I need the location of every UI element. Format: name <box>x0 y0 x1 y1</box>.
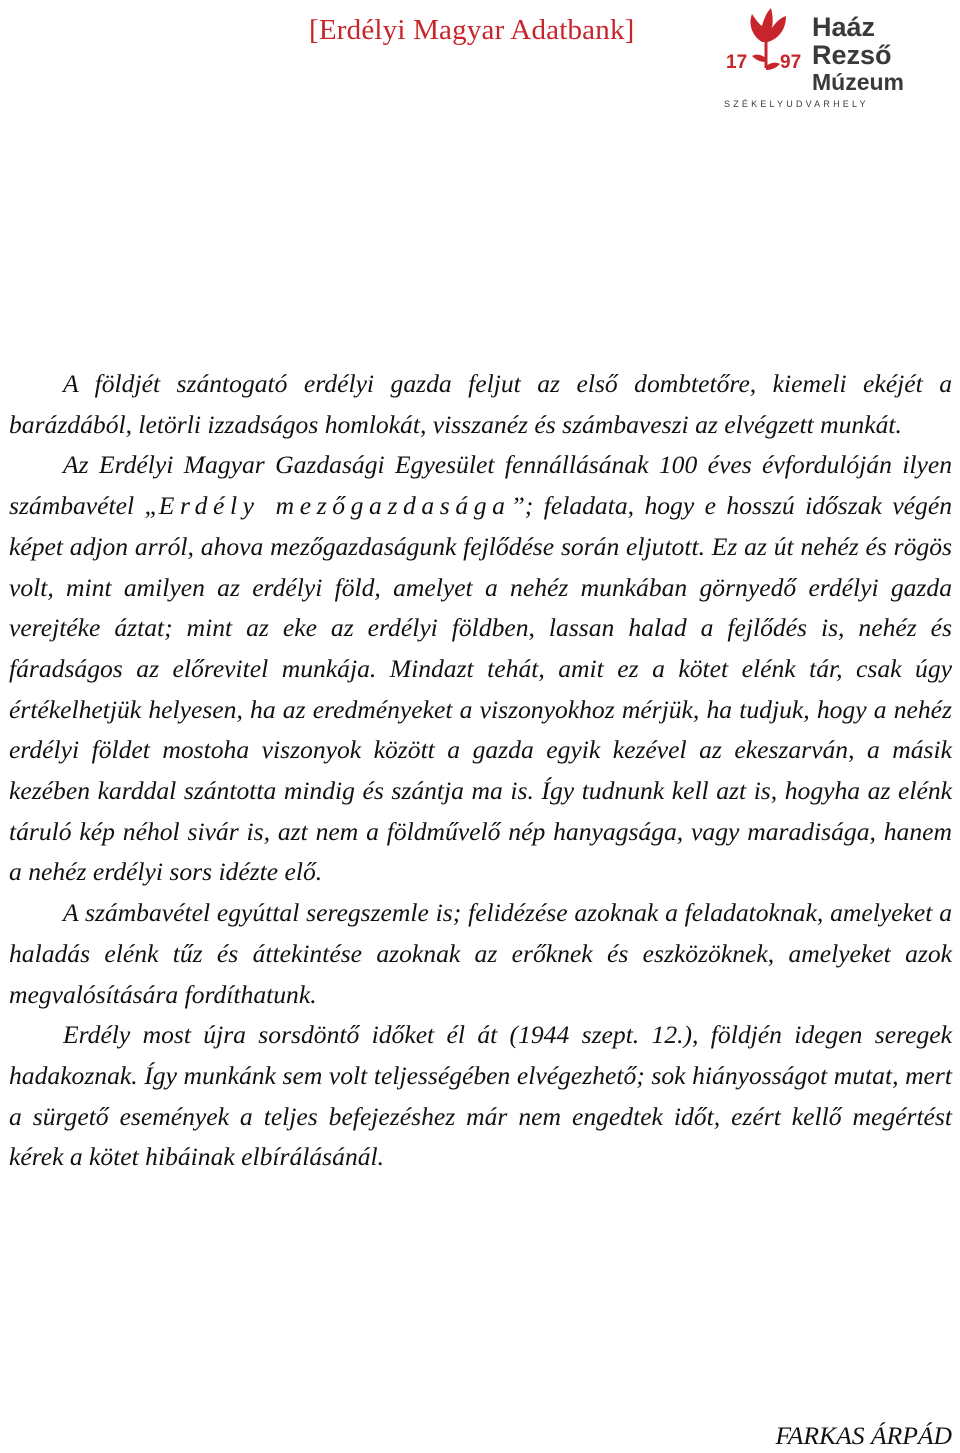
paragraph-1: A földjét szántogató erdélyi gazda feljut az első dombtetőre, kiemeli ekéjét a barázdából, letörli izzadságos homlokát, visszanéz és számbaveszi az elvégzett munkát. <box>9 369 952 439</box>
logo-name-line3: Múzeum <box>812 69 904 95</box>
logo-year-right: 97 <box>780 52 802 73</box>
article-body <box>9 364 952 1178</box>
paragraph-4: Erdély most újra sorsdöntő időket él át (1944 szept. 12.), földjén idegen seregek hadakoznak. Így munkánk sem volt teljességében elvégezhető; sok hiányosságot mutat, mert a sürgető események a teljes befejezéshez már nem engedtek időt, ezért kellő megértést kérek a kötet hibáinak elbírálásánál. <box>9 1020 952 1172</box>
paragraph-3: A számbavétel egyúttal seregszemle is; felidézése azoknak a feladatoknak, amelyeket a haladás elénk tűz és áttekintése azoknak az erőknek és eszközöknek, amelyeket azok megvalósítására fordíthatunk. <box>9 898 952 1009</box>
paragraph-2-start: Az Erdélyi Magyar Gazdasági Egyesület fennállásának 100 éves évfordulóján ilyen számbavétel „ <box>9 450 952 521</box>
logo-name-line2: Rezső <box>812 40 892 70</box>
logo-year-left: 17 <box>726 52 748 73</box>
header-source-link[interactable]: [Erdélyi Magyar Adatbank] <box>309 14 635 46</box>
logo-tagline: SZÉKELYUDVARHELY <box>724 99 869 109</box>
logo-name-line1: Haáz <box>812 12 876 42</box>
paragraph-2-rest: ”; feladata, hogy e hosszú időszak végén képet adjon arról, ahova mezőgazdaságunk fejlődése során eljutott. Ez az út nehéz és rögös volt, mint amilyen az erdélyi föld, amelyet a nehéz munkában görnyedő erdélyi gazda verejtéke áztat; mint az eke az erdélyi földben, lassan halad a fejlődés is, nehéz és fáradságos az előrevitel munkája. Mindazt tehát, amit ez a kötet elénk tár, csak úgy értékelhetjük helyesen, ha az eredményeket a viszonyokhoz mérjük, ha tudjuk, hogy a nehéz erdélyi földet mostoha viszonyok között a gazda egyik kezével az ekeszarván, a másik kezében karddal szántotta mindig és szántja ma is. Így tudnunk kell azt is, hogyha az elénk táruló kép néhol sivár is, azt nem a földművelő nép hanyagsága, vagy maradisága, hanem a nehéz erdélyi sors idézte elő. <box>9 491 952 887</box>
author-signature: FARKAS ÁRPÁD <box>775 1421 952 1450</box>
haaz-rezso-muzeum-logo <box>722 6 904 110</box>
paragraph-2 <box>9 445 952 893</box>
book-title: Erdély mezőgazdasága <box>158 491 511 521</box>
